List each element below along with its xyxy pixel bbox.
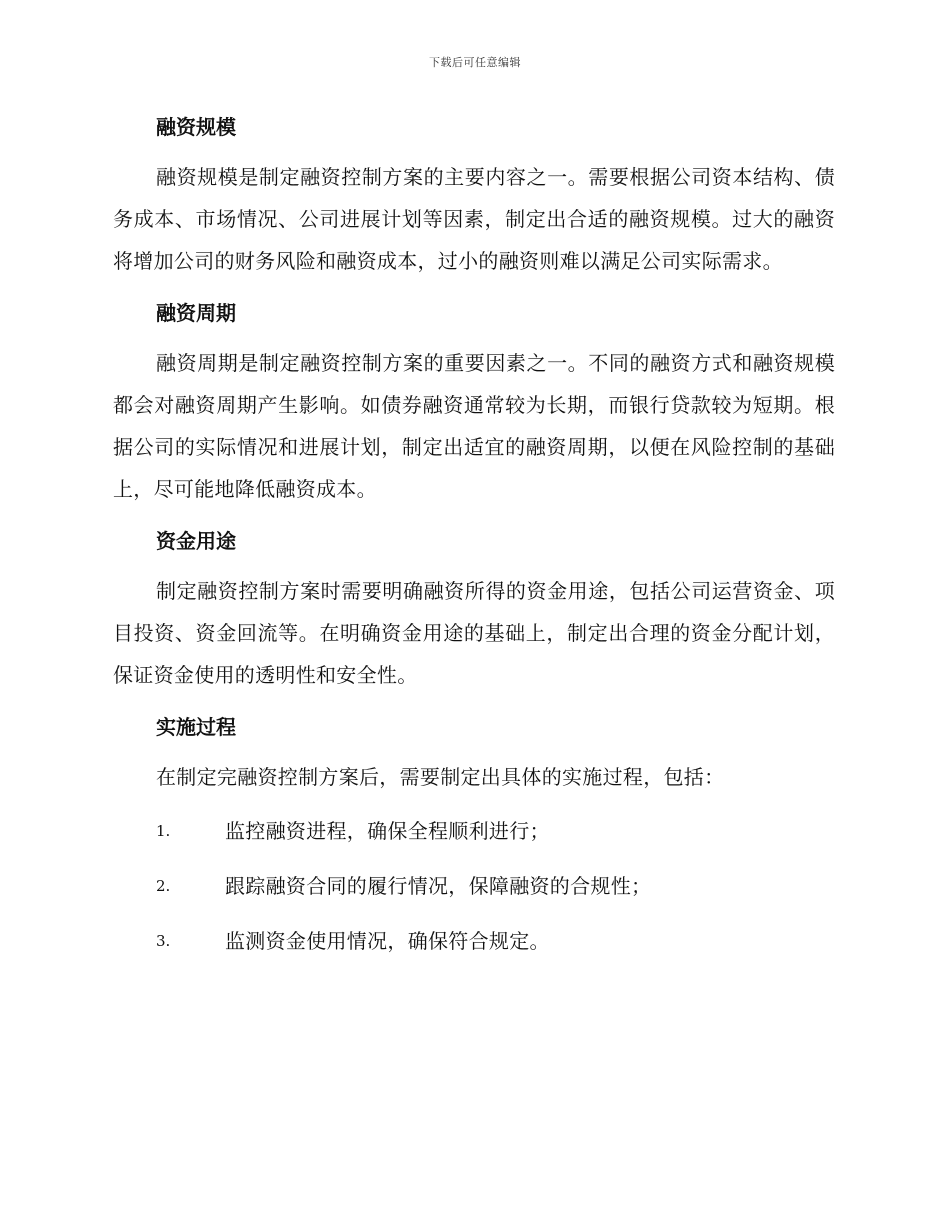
document-body	[113, 108, 835, 975]
section-paragraph-implementation: 在制定完融资控制方案后，需要制定出具体的实施过程，包括：	[156, 765, 725, 789]
list-item-text: 监控融资进程，确保全程顺利进行；	[225, 819, 550, 843]
list-item-number: 3.	[156, 932, 171, 950]
section-heading-financing-cycle: 融资周期	[156, 301, 236, 325]
implementation-steps-list	[113, 810, 835, 962]
list-item	[113, 865, 835, 907]
page-header: 下载后可任意编辑	[429, 56, 521, 69]
section-heading-financing-scale: 融资规模	[156, 115, 236, 139]
section-paragraph-financing-scale: 融资规模是制定融资控制方案的主要内容之一。需要根据公司资本结构、债务成本、市场情况、公司进展计划等因素，制定出合适的融资规模。过大的融资将增加公司的财务风险和融资成本，过小的融资则难以满足公司实际需求。	[113, 165, 835, 273]
list-item-text: 监测资金使用情况，确保符合规定。	[225, 929, 550, 953]
section-heading-fund-usage: 资金用途	[156, 529, 236, 553]
list-item	[113, 920, 835, 962]
section-heading-implementation: 实施过程	[156, 715, 236, 739]
section-paragraph-financing-cycle: 融资周期是制定融资控制方案的重要因素之一。不同的融资方式和融资规模都会对融资周期产生影响。如债券融资通常较为长期，而银行贷款较为短期。根据公司的实际情况和进展计划，制定出适宜的融资周期，以便在风险控制的基础上，尽可能地降低融资成本。	[113, 351, 835, 501]
list-item-text: 跟踪融资合同的履行情况，保障融资的合规性；	[225, 874, 652, 898]
list-item	[113, 810, 835, 852]
section-paragraph-fund-usage: 制定融资控制方案时需要明确融资所得的资金用途，包括公司运营资金、项目投资、资金回流等。在明确资金用途的基础上，制定出合理的资金分配计划，保证资金使用的透明性和安全性。	[113, 579, 835, 687]
list-item-number: 1.	[156, 822, 171, 840]
list-item-number: 2.	[156, 877, 171, 895]
